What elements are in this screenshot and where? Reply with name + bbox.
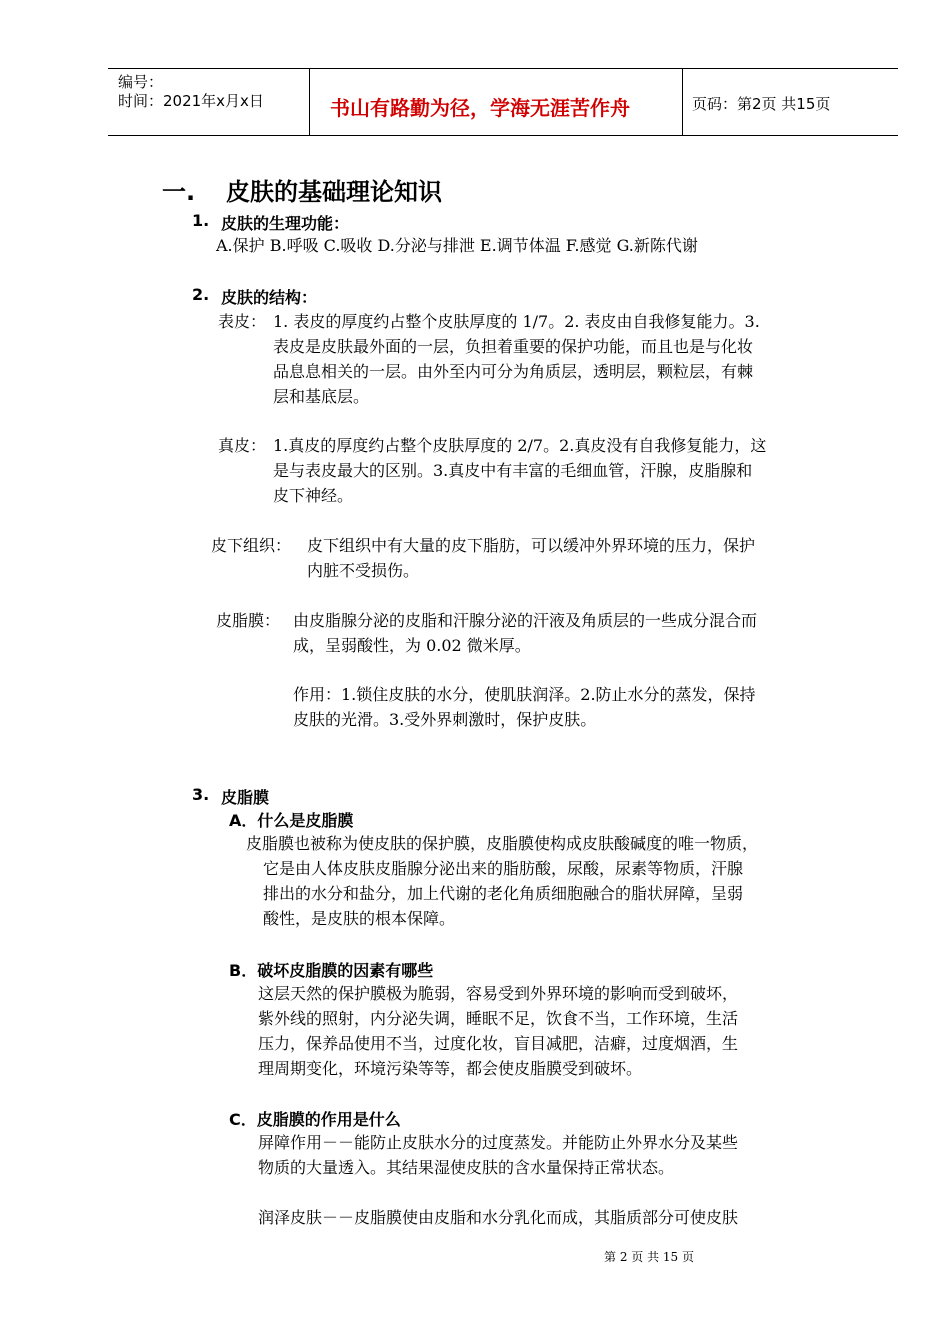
header-number-label: 编号： [118, 73, 164, 91]
dermis-label: 真皮： [218, 436, 267, 455]
sub-a-line: 它是由人体皮肤皮脂腺分泌出来的脂肪酸，尿酸，尿素等物质，汗腺 [263, 859, 744, 878]
page-footer: 第 2 页 共 15 页 [604, 1250, 694, 1264]
section-title: 皮肤的基础理论知识 [226, 178, 442, 206]
sebum-line: 成，呈弱酸性，为 0.02 微米厚。 [293, 636, 531, 655]
epidermis-line: 表皮是皮肤最外面的一层，负担着重要的保护功能，而且也是与化妆 [273, 337, 754, 356]
sub-c-line: 屏障作用－－能防止皮肤水分的过度蒸发。并能防止外界水分及某些 [258, 1133, 739, 1152]
item1-title: 皮肤的生理功能： [221, 214, 350, 233]
epidermis-line: 层和基底层。 [273, 387, 370, 406]
epidermis-line: 1. 表皮的厚度约占整个皮肤厚度的 1/7。2. 表皮由自我修复能力。3. [273, 312, 760, 331]
epidermis-line: 品息息相关的一层。由外至内可分为角质层，透明层，颗粒层，有棘 [273, 362, 754, 381]
sub-b-line: 紫外线的照射，内分泌失调，睡眠不足，饮食不当，工作环境，生活 [258, 1009, 739, 1028]
header-bottom-border [108, 135, 898, 136]
dermis-line: 1.真皮的厚度约占整个皮肤厚度的 2/7。2.真皮没有自我修复能力，这 [273, 436, 767, 455]
sub-c-moist-line: 润泽皮肤－－皮脂膜使由皮脂和水分乳化而成，其脂质部分可使皮肤 [258, 1208, 739, 1227]
section-number: 一. [162, 178, 196, 206]
item3-title: 皮脂膜 [221, 788, 270, 807]
sebum-function-line: 作用：1.锁住皮肤的水分，使肌肤润泽。2.防止水分的蒸发，保持 [293, 685, 756, 704]
sub-a-line: 排出的水分和盐分，加上代谢的老化角质细胞融合的脂状屏障，呈弱 [263, 884, 744, 903]
item3-number: 3. [192, 785, 210, 804]
header-date: 时间：2021年x月x日 [118, 92, 264, 110]
sub-b-heading: B．破坏皮脂膜的因素有哪些 [229, 961, 434, 980]
sub-a-line: 皮脂膜也被称为使皮肤的保护膜，皮脂膜使构成皮肤酸碱度的唯一物质， [246, 834, 759, 853]
item2-title: 皮肤的结构： [221, 288, 318, 307]
header-divider-right [682, 69, 683, 135]
epidermis-label: 表皮： [218, 312, 267, 331]
sebum-label: 皮脂膜： [216, 611, 281, 630]
sub-a-heading: A．什么是皮脂膜 [229, 811, 354, 830]
item1-functions: A.保护 B.呼吸 C.吸收 D.分泌与排泄 E.调节体温 F.感觉 G.新陈代谢 [216, 236, 698, 255]
subcutis-label: 皮下组织： [211, 536, 292, 555]
subcutis-line: 皮下组织中有大量的皮下脂肪，可以缓冲外界环境的压力，保护 [307, 536, 756, 555]
sub-c-heading: C．皮脂膜的作用是什么 [229, 1110, 401, 1129]
sub-c-line: 物质的大量透入。其结果湿使皮肤的含水量保持正常状态。 [258, 1158, 675, 1177]
item1-number: 1. [192, 211, 210, 230]
sebum-line: 由皮脂腺分泌的皮脂和汗腺分泌的汗液及角质层的一些成分混合而 [293, 611, 758, 630]
sub-b-line: 压力，保养品使用不当，过度化妆，盲目减肥，洁癖，过度烟酒，生 [258, 1034, 739, 1053]
header-divider-left [309, 69, 310, 135]
sub-b-line: 这层天然的保护膜极为脆弱，容易受到外界环境的影响而受到破坏， [258, 984, 739, 1003]
dermis-line: 皮下神经。 [273, 486, 354, 505]
dermis-line: 是与表皮最大的区别。3.真皮中有丰富的毛细血管，汗腺，皮脂腺和 [273, 461, 753, 480]
sebum-function-line: 皮肤的光滑。3.受外界刺激时，保护皮肤。 [293, 710, 597, 729]
header-top-border [108, 68, 898, 69]
header-motto: 书山有路勤为径，学海无涯苦作舟 [330, 96, 630, 120]
sub-b-line: 理周期变化，环境污染等等，都会使皮脂膜受到破坏。 [258, 1059, 643, 1078]
header-page-info: 页码：第2页 共15页 [692, 95, 831, 113]
item2-number: 2. [192, 285, 210, 304]
sub-a-line: 酸性，是皮肤的根本保障。 [263, 909, 456, 928]
subcutis-line: 内脏不受损伤。 [307, 561, 420, 580]
